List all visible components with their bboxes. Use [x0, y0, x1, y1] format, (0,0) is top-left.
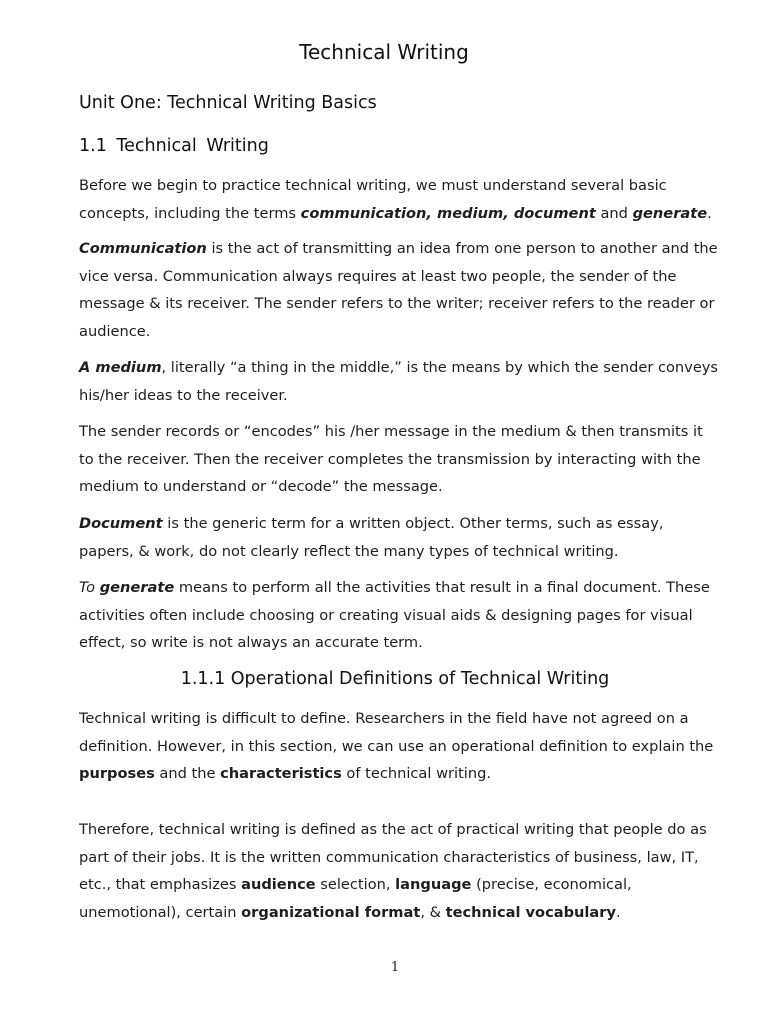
- page-number: 1: [390, 960, 400, 975]
- therefore-text-4: , &: [420, 903, 446, 921]
- intro-paragraph: [79, 172, 719, 227]
- unit-heading: Unit One: Technical Writing Basics: [79, 93, 377, 113]
- operational-text-and: and the: [154, 765, 221, 782]
- medium-term: A medium: [79, 359, 162, 376]
- generate-paragraph: [79, 574, 719, 657]
- subsection-heading: 1.1.1 Operational Definitions of Technical Writing: [180, 669, 610, 689]
- operational-paragraph: [79, 705, 719, 788]
- purposes-term: purposes: [79, 765, 155, 782]
- organizational-format-term: organizational format: [241, 903, 421, 921]
- intro-text-and: and: [595, 204, 633, 222]
- encoding-paragraph: The sender records or “encodes” his /her message in the medium & then transmits it to the receiver. Then the receiver completes the transmission by interacting with the medium to understand or “decode” the message.: [79, 423, 703, 495]
- communication-term: Communication: [79, 240, 207, 257]
- communication-text: is the act of transmitting an idea from one person to another and the vice versa. Communication always requires at least two people, the sender of the message & its receiver. The sender refers to the writer; receiver refers to the reader or audience.: [79, 240, 718, 340]
- generate-term: generate: [99, 579, 175, 596]
- section-heading: 1.1 Technical Writing: [79, 136, 269, 156]
- characteristics-term: characteristics: [220, 765, 342, 782]
- intro-text-end: .: [707, 204, 712, 222]
- document-term: Document: [79, 515, 163, 532]
- medium-text: , literally “a thing in the middle,” is the means by which the sender conveys his/her ideas to the receiver.: [79, 359, 719, 404]
- operational-text: Technical writing is difficult to define. Researchers in the field have not agreed on a definition. However, in this section, we can use an operational definition to explain the: [79, 710, 714, 755]
- document-title: Technical Writing: [299, 40, 469, 64]
- intro-text: Before we begin to practice technical writing, we must understand several basic concepts, including the terms: [79, 177, 667, 222]
- medium-paragraph: [79, 354, 719, 409]
- generate-prefix: To: [79, 579, 100, 596]
- therefore-text-end: .: [615, 903, 621, 921]
- therefore-paragraph: [79, 816, 719, 926]
- document-paragraph: [79, 510, 719, 565]
- generate-text: means to perform all the activities that result in a final document. These activities often include choosing or creating visual aids & designing pages for visual effect, so write is not always an accurate term.: [79, 579, 710, 651]
- operational-text-end: of technical writing.: [341, 765, 491, 782]
- intro-terms: communication, medium, document: [300, 204, 596, 222]
- technical-vocabulary-term: technical vocabulary: [445, 903, 616, 921]
- intro-term-generate: generate: [632, 204, 708, 222]
- audience-term: audience: [241, 876, 316, 893]
- communication-paragraph: [79, 235, 719, 345]
- document-text: is the generic term for a written object. Other terms, such as essay, papers, & work, do not clearly reflect the many types of technical writing.: [79, 515, 664, 560]
- therefore-text-3: (precise, economical, unemotional), certain: [79, 876, 632, 921]
- therefore-text: Therefore, technical writing is defined as the act of practical writing that people do as part of their jobs. It is the written communication characteristics of business, law, IT, etc., that emphasizes: [79, 821, 707, 893]
- language-term: language: [395, 876, 472, 893]
- therefore-text-2: selection,: [315, 876, 396, 893]
